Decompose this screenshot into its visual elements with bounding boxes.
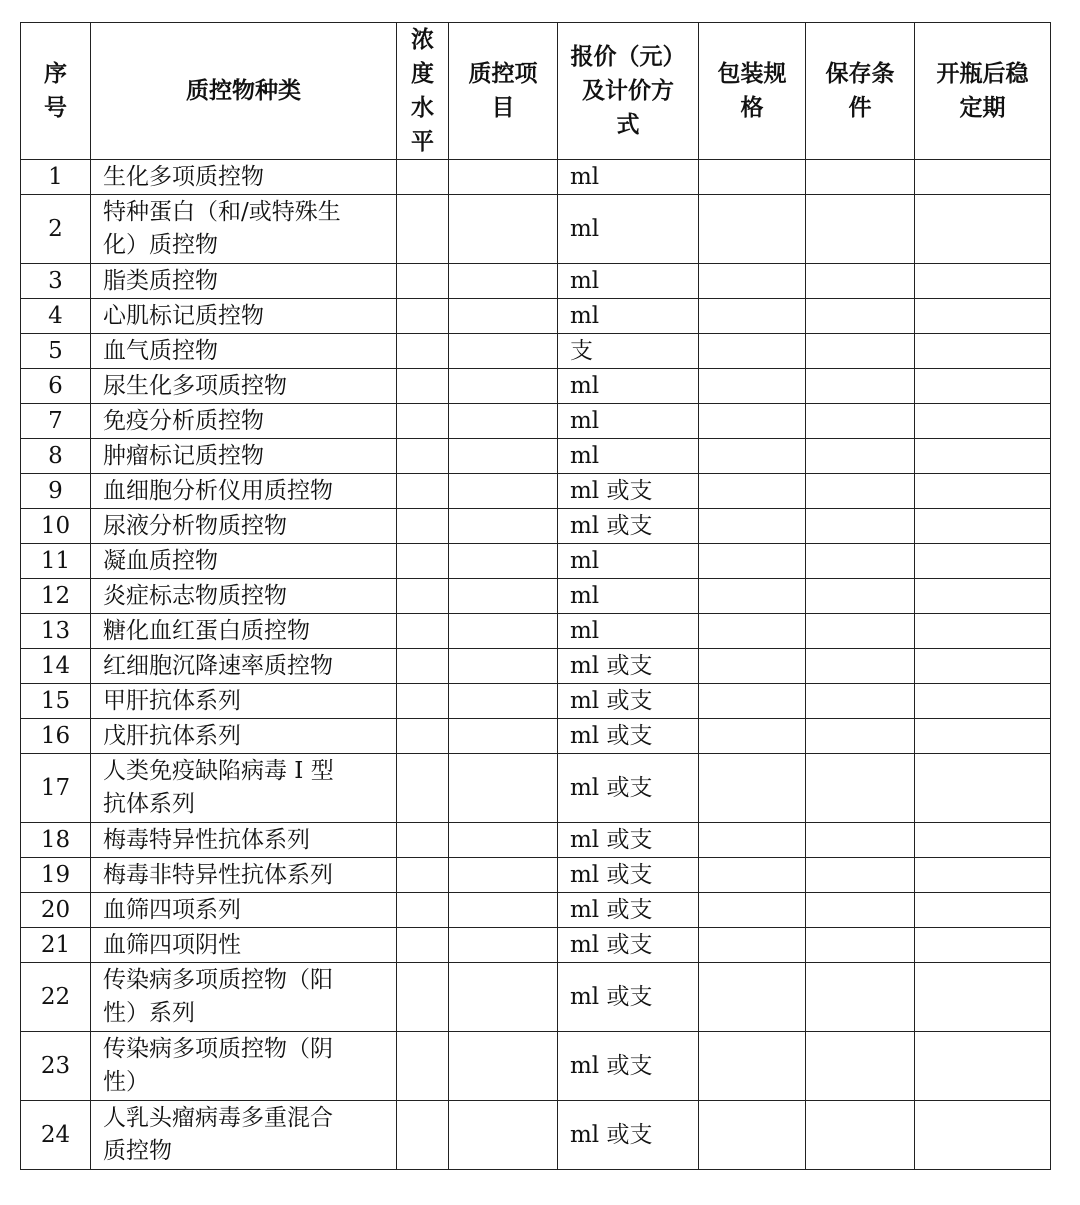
stability-after-opening-cell xyxy=(915,1101,1051,1170)
table-row xyxy=(21,579,1051,614)
storage-condition-cell xyxy=(806,160,915,195)
price-method-cell: ml 或支 xyxy=(558,823,699,858)
package-spec-cell xyxy=(699,264,806,299)
table-row xyxy=(21,893,1051,928)
stability-after-opening-cell xyxy=(915,893,1051,928)
stability-after-opening-cell xyxy=(915,160,1051,195)
header-text-line: 目 xyxy=(491,95,515,121)
qc-items-cell xyxy=(449,963,558,1032)
concentration-level-cell xyxy=(397,858,449,893)
serial-number-cell: 20 xyxy=(21,893,91,928)
package-spec-cell xyxy=(699,719,806,754)
concentration-level-cell xyxy=(397,579,449,614)
qc-items-cell xyxy=(449,893,558,928)
concentration-level-cell xyxy=(397,963,449,1032)
material-type-cell xyxy=(91,614,397,649)
serial-number-cell: 13 xyxy=(21,614,91,649)
serial-number-cell: 22 xyxy=(21,963,91,1032)
stability-after-opening-cell xyxy=(915,928,1051,963)
package-spec-cell xyxy=(699,684,806,719)
header-qc-items xyxy=(449,23,558,160)
price-method-cell: ml 或支 xyxy=(558,893,699,928)
package-spec-cell xyxy=(699,614,806,649)
material-type-cell xyxy=(91,893,397,928)
header-storage-condition xyxy=(806,23,915,160)
stability-after-opening-cell xyxy=(915,195,1051,264)
table-row xyxy=(21,544,1051,579)
table-row xyxy=(21,1032,1051,1101)
price-method-cell: ml 或支 xyxy=(558,1101,699,1170)
package-spec-cell xyxy=(699,474,806,509)
material-type-text-line: 传染病多项质控物（阴 xyxy=(103,1036,333,1062)
table-body xyxy=(21,160,1051,1170)
serial-number-cell: 7 xyxy=(21,404,91,439)
header-serial-number xyxy=(21,23,91,160)
concentration-level-cell xyxy=(397,893,449,928)
storage-condition-cell xyxy=(806,649,915,684)
header-text-line: 式 xyxy=(616,112,640,138)
qc-items-cell xyxy=(449,649,558,684)
concentration-level-cell xyxy=(397,754,449,823)
price-method-cell: ml 或支 xyxy=(558,928,699,963)
price-method-cell: ml xyxy=(558,299,699,334)
material-type-cell xyxy=(91,684,397,719)
serial-number-cell: 14 xyxy=(21,649,91,684)
qc-items-cell xyxy=(449,160,558,195)
material-type-cell xyxy=(91,509,397,544)
storage-condition-cell xyxy=(806,299,915,334)
price-method-cell: ml 或支 xyxy=(558,754,699,823)
storage-condition-cell xyxy=(806,509,915,544)
serial-number-cell: 9 xyxy=(21,474,91,509)
qc-items-cell xyxy=(449,369,558,404)
package-spec-cell xyxy=(699,893,806,928)
qc-items-cell xyxy=(449,299,558,334)
stability-after-opening-cell xyxy=(915,754,1051,823)
material-type-text-line: 梅毒特异性抗体系列 xyxy=(103,826,310,853)
qc-items-cell xyxy=(449,474,558,509)
qc-items-cell xyxy=(449,264,558,299)
qc-items-cell xyxy=(449,754,558,823)
header-text-line: 质控项 xyxy=(468,61,538,87)
storage-condition-cell xyxy=(806,754,915,823)
material-type-text-line: 心肌标记质控物 xyxy=(103,302,264,329)
header-price-method xyxy=(558,23,699,160)
qc-items-cell xyxy=(449,334,558,369)
storage-condition-cell xyxy=(806,928,915,963)
price-method-cell: ml xyxy=(558,439,699,474)
price-method-cell: ml xyxy=(558,160,699,195)
price-method-cell: ml 或支 xyxy=(558,649,699,684)
price-method-cell: ml 或支 xyxy=(558,474,699,509)
concentration-level-cell xyxy=(397,299,449,334)
material-type-cell xyxy=(91,1032,397,1101)
qc-items-cell xyxy=(449,544,558,579)
concentration-level-cell xyxy=(397,823,449,858)
serial-number-cell: 1 xyxy=(21,160,91,195)
storage-condition-cell xyxy=(806,334,915,369)
stability-after-opening-cell xyxy=(915,299,1051,334)
concentration-level-cell xyxy=(397,474,449,509)
storage-condition-cell xyxy=(806,1032,915,1101)
storage-condition-cell xyxy=(806,823,915,858)
package-spec-cell xyxy=(699,544,806,579)
stability-after-opening-cell xyxy=(915,719,1051,754)
header-text-line: 平 xyxy=(411,129,434,155)
table-row xyxy=(21,1101,1051,1170)
serial-number-cell: 2 xyxy=(21,195,91,264)
table-row xyxy=(21,684,1051,719)
material-type-cell xyxy=(91,195,397,264)
header-row xyxy=(21,23,1051,160)
price-method-cell: ml xyxy=(558,544,699,579)
price-method-cell: ml xyxy=(558,195,699,264)
header-text-line: 质控物种类 xyxy=(186,78,301,104)
storage-condition-cell xyxy=(806,963,915,1032)
qc-items-cell xyxy=(449,928,558,963)
material-type-cell xyxy=(91,404,397,439)
header-text-line: 度 xyxy=(411,61,434,87)
table-row xyxy=(21,858,1051,893)
serial-number-cell: 6 xyxy=(21,369,91,404)
package-spec-cell xyxy=(699,160,806,195)
storage-condition-cell xyxy=(806,404,915,439)
material-type-text-line: 凝血质控物 xyxy=(103,547,218,574)
header-material-type xyxy=(91,23,397,160)
stability-after-opening-cell xyxy=(915,544,1051,579)
material-type-cell xyxy=(91,369,397,404)
material-type-text-line: 脂类质控物 xyxy=(103,267,218,294)
material-type-text-line: 尿液分析物质控物 xyxy=(103,512,287,539)
price-method-cell: ml xyxy=(558,264,699,299)
price-method-cell: 支 xyxy=(558,334,699,369)
material-type-cell xyxy=(91,719,397,754)
material-type-cell xyxy=(91,264,397,299)
serial-number-cell: 4 xyxy=(21,299,91,334)
qc-items-cell xyxy=(449,439,558,474)
material-type-text-line: 梅毒非特异性抗体系列 xyxy=(103,861,333,888)
qc-items-cell xyxy=(449,719,558,754)
price-method-cell: ml 或支 xyxy=(558,1032,699,1101)
package-spec-cell xyxy=(699,649,806,684)
concentration-level-cell xyxy=(397,509,449,544)
package-spec-cell xyxy=(699,1101,806,1170)
storage-condition-cell xyxy=(806,684,915,719)
qc-items-cell xyxy=(449,614,558,649)
material-type-cell xyxy=(91,474,397,509)
concentration-level-cell xyxy=(397,719,449,754)
serial-number-cell: 3 xyxy=(21,264,91,299)
serial-number-cell: 5 xyxy=(21,334,91,369)
concentration-level-cell xyxy=(397,928,449,963)
concentration-level-cell xyxy=(397,649,449,684)
header-text-line: 定期 xyxy=(959,95,1006,121)
header-text-line: 及计价方 xyxy=(582,78,674,104)
serial-number-cell: 11 xyxy=(21,544,91,579)
header-text-line: 格 xyxy=(740,95,764,121)
stability-after-opening-cell xyxy=(915,684,1051,719)
material-type-text-line: 人类免疫缺陷病毒 I 型 xyxy=(103,758,334,784)
material-type-text-line: 化）质控物 xyxy=(103,232,218,258)
header-concentration-level xyxy=(397,23,449,160)
material-type-cell xyxy=(91,334,397,369)
price-method-cell: ml xyxy=(558,614,699,649)
material-type-cell xyxy=(91,649,397,684)
package-spec-cell xyxy=(699,334,806,369)
price-method-cell: ml 或支 xyxy=(558,858,699,893)
header-stability-after-opening xyxy=(915,23,1051,160)
serial-number-cell: 24 xyxy=(21,1101,91,1170)
material-type-cell xyxy=(91,1101,397,1170)
table-row xyxy=(21,195,1051,264)
storage-condition-cell xyxy=(806,544,915,579)
storage-condition-cell xyxy=(806,858,915,893)
header-text-line: 开瓶后稳 xyxy=(936,61,1029,87)
header-text-line: 报价（元） xyxy=(570,44,686,70)
storage-condition-cell xyxy=(806,614,915,649)
serial-number-cell: 8 xyxy=(21,439,91,474)
package-spec-cell xyxy=(699,299,806,334)
qc-items-cell xyxy=(449,684,558,719)
serial-number-cell: 19 xyxy=(21,858,91,893)
serial-number-cell: 21 xyxy=(21,928,91,963)
stability-after-opening-cell xyxy=(915,334,1051,369)
table-row xyxy=(21,299,1051,334)
table-row xyxy=(21,649,1051,684)
storage-condition-cell xyxy=(806,579,915,614)
material-type-cell xyxy=(91,963,397,1032)
package-spec-cell xyxy=(699,509,806,544)
header-text-line: 浓 xyxy=(411,27,434,53)
material-type-text-line: 传染病多项质控物（阳 xyxy=(103,967,333,993)
material-type-cell xyxy=(91,858,397,893)
storage-condition-cell xyxy=(806,439,915,474)
material-type-text-line: 血气质控物 xyxy=(103,337,218,364)
material-type-cell xyxy=(91,754,397,823)
stability-after-opening-cell xyxy=(915,614,1051,649)
serial-number-cell: 10 xyxy=(21,509,91,544)
qc-items-cell xyxy=(449,195,558,264)
stability-after-opening-cell xyxy=(915,649,1051,684)
package-spec-cell xyxy=(699,754,806,823)
concentration-level-cell xyxy=(397,195,449,264)
serial-number-cell: 12 xyxy=(21,579,91,614)
stability-after-opening-cell xyxy=(915,369,1051,404)
package-spec-cell xyxy=(699,439,806,474)
storage-condition-cell xyxy=(806,1101,915,1170)
price-method-cell: ml 或支 xyxy=(558,963,699,1032)
qc-items-cell xyxy=(449,1032,558,1101)
concentration-level-cell xyxy=(397,439,449,474)
header-text-line: 件 xyxy=(848,95,872,121)
storage-condition-cell xyxy=(806,195,915,264)
material-type-cell xyxy=(91,544,397,579)
qc-items-cell xyxy=(449,579,558,614)
material-type-text-line: 血细胞分析仪用质控物 xyxy=(103,477,333,504)
table-row xyxy=(21,928,1051,963)
package-spec-cell xyxy=(699,195,806,264)
material-type-cell xyxy=(91,160,397,195)
table-row xyxy=(21,334,1051,369)
storage-condition-cell xyxy=(806,474,915,509)
stability-after-opening-cell xyxy=(915,404,1051,439)
serial-number-cell: 18 xyxy=(21,823,91,858)
package-spec-cell xyxy=(699,823,806,858)
package-spec-cell xyxy=(699,963,806,1032)
stability-after-opening-cell xyxy=(915,858,1051,893)
material-type-text-line: 人乳头瘤病毒多重混合 xyxy=(103,1105,333,1131)
table-row xyxy=(21,404,1051,439)
concentration-level-cell xyxy=(397,369,449,404)
concentration-level-cell xyxy=(397,1032,449,1101)
material-type-text-line: 血筛四项系列 xyxy=(103,896,241,923)
price-method-cell: ml xyxy=(558,369,699,404)
serial-number-cell: 17 xyxy=(21,754,91,823)
package-spec-cell xyxy=(699,369,806,404)
qc-items-cell xyxy=(449,509,558,544)
table-row xyxy=(21,823,1051,858)
header-text-line: 水 xyxy=(411,95,434,121)
storage-condition-cell xyxy=(806,719,915,754)
table-row xyxy=(21,160,1051,195)
qc-items-cell xyxy=(449,823,558,858)
serial-number-cell: 23 xyxy=(21,1032,91,1101)
price-method-cell: ml 或支 xyxy=(558,719,699,754)
material-type-text-line: 尿生化多项质控物 xyxy=(103,372,287,399)
concentration-level-cell xyxy=(397,264,449,299)
table-row xyxy=(21,474,1051,509)
storage-condition-cell xyxy=(806,893,915,928)
material-type-text-line: 红细胞沉降速率质控物 xyxy=(103,652,333,679)
concentration-level-cell xyxy=(397,544,449,579)
package-spec-cell xyxy=(699,858,806,893)
qc-items-cell xyxy=(449,404,558,439)
stability-after-opening-cell xyxy=(915,963,1051,1032)
price-method-cell: ml 或支 xyxy=(558,509,699,544)
table-row xyxy=(21,754,1051,823)
material-type-text-line: 炎症标志物质控物 xyxy=(103,582,287,609)
material-type-text-line: 血筛四项阴性 xyxy=(103,931,241,958)
qc-items-cell xyxy=(449,858,558,893)
concentration-level-cell xyxy=(397,160,449,195)
storage-condition-cell xyxy=(806,264,915,299)
serial-number-cell: 15 xyxy=(21,684,91,719)
material-type-text-line: 糖化血红蛋白质控物 xyxy=(103,617,310,644)
header-text-line: 保存条 xyxy=(825,61,895,87)
material-type-cell xyxy=(91,928,397,963)
material-type-text-line: 特种蛋白（和/或特殊生 xyxy=(103,199,341,225)
stability-after-opening-cell xyxy=(915,823,1051,858)
package-spec-cell xyxy=(699,1032,806,1101)
table-row xyxy=(21,614,1051,649)
header-text-line: 序 xyxy=(44,61,67,87)
stability-after-opening-cell xyxy=(915,264,1051,299)
material-type-text-line: 甲肝抗体系列 xyxy=(103,687,241,714)
material-type-text-line: 性） xyxy=(103,1069,149,1095)
stability-after-opening-cell xyxy=(915,439,1051,474)
stability-after-opening-cell xyxy=(915,1032,1051,1101)
concentration-level-cell xyxy=(397,334,449,369)
package-spec-cell xyxy=(699,404,806,439)
concentration-level-cell xyxy=(397,404,449,439)
material-type-cell xyxy=(91,823,397,858)
table-row xyxy=(21,369,1051,404)
header-text-line: 包装规 xyxy=(717,61,787,87)
price-method-cell: ml xyxy=(558,579,699,614)
package-spec-cell xyxy=(699,579,806,614)
price-method-cell: ml xyxy=(558,404,699,439)
concentration-level-cell xyxy=(397,1101,449,1170)
material-type-text-line: 抗体系列 xyxy=(103,791,195,817)
stability-after-opening-cell xyxy=(915,509,1051,544)
quotation-document xyxy=(20,22,1050,1170)
material-type-cell xyxy=(91,439,397,474)
material-type-text-line: 免疫分析质控物 xyxy=(103,407,264,434)
qc-material-quotation-table xyxy=(20,22,1051,1170)
table-row xyxy=(21,264,1051,299)
header-text-line: 号 xyxy=(44,95,67,121)
serial-number-cell: 16 xyxy=(21,719,91,754)
stability-after-opening-cell xyxy=(915,579,1051,614)
table-row xyxy=(21,963,1051,1032)
table-row xyxy=(21,439,1051,474)
price-method-cell: ml 或支 xyxy=(558,684,699,719)
material-type-text-line: 质控物 xyxy=(103,1138,172,1164)
concentration-level-cell xyxy=(397,614,449,649)
table-row xyxy=(21,719,1051,754)
concentration-level-cell xyxy=(397,684,449,719)
qc-items-cell xyxy=(449,1101,558,1170)
table-row xyxy=(21,509,1051,544)
material-type-text-line: 肿瘤标记质控物 xyxy=(103,442,264,469)
material-type-text-line: 生化多项质控物 xyxy=(103,163,264,190)
material-type-text-line: 戊肝抗体系列 xyxy=(103,722,241,749)
material-type-cell xyxy=(91,299,397,334)
material-type-cell xyxy=(91,579,397,614)
material-type-text-line: 性）系列 xyxy=(103,1000,195,1026)
package-spec-cell xyxy=(699,928,806,963)
storage-condition-cell xyxy=(806,369,915,404)
stability-after-opening-cell xyxy=(915,474,1051,509)
header-package-spec xyxy=(699,23,806,160)
